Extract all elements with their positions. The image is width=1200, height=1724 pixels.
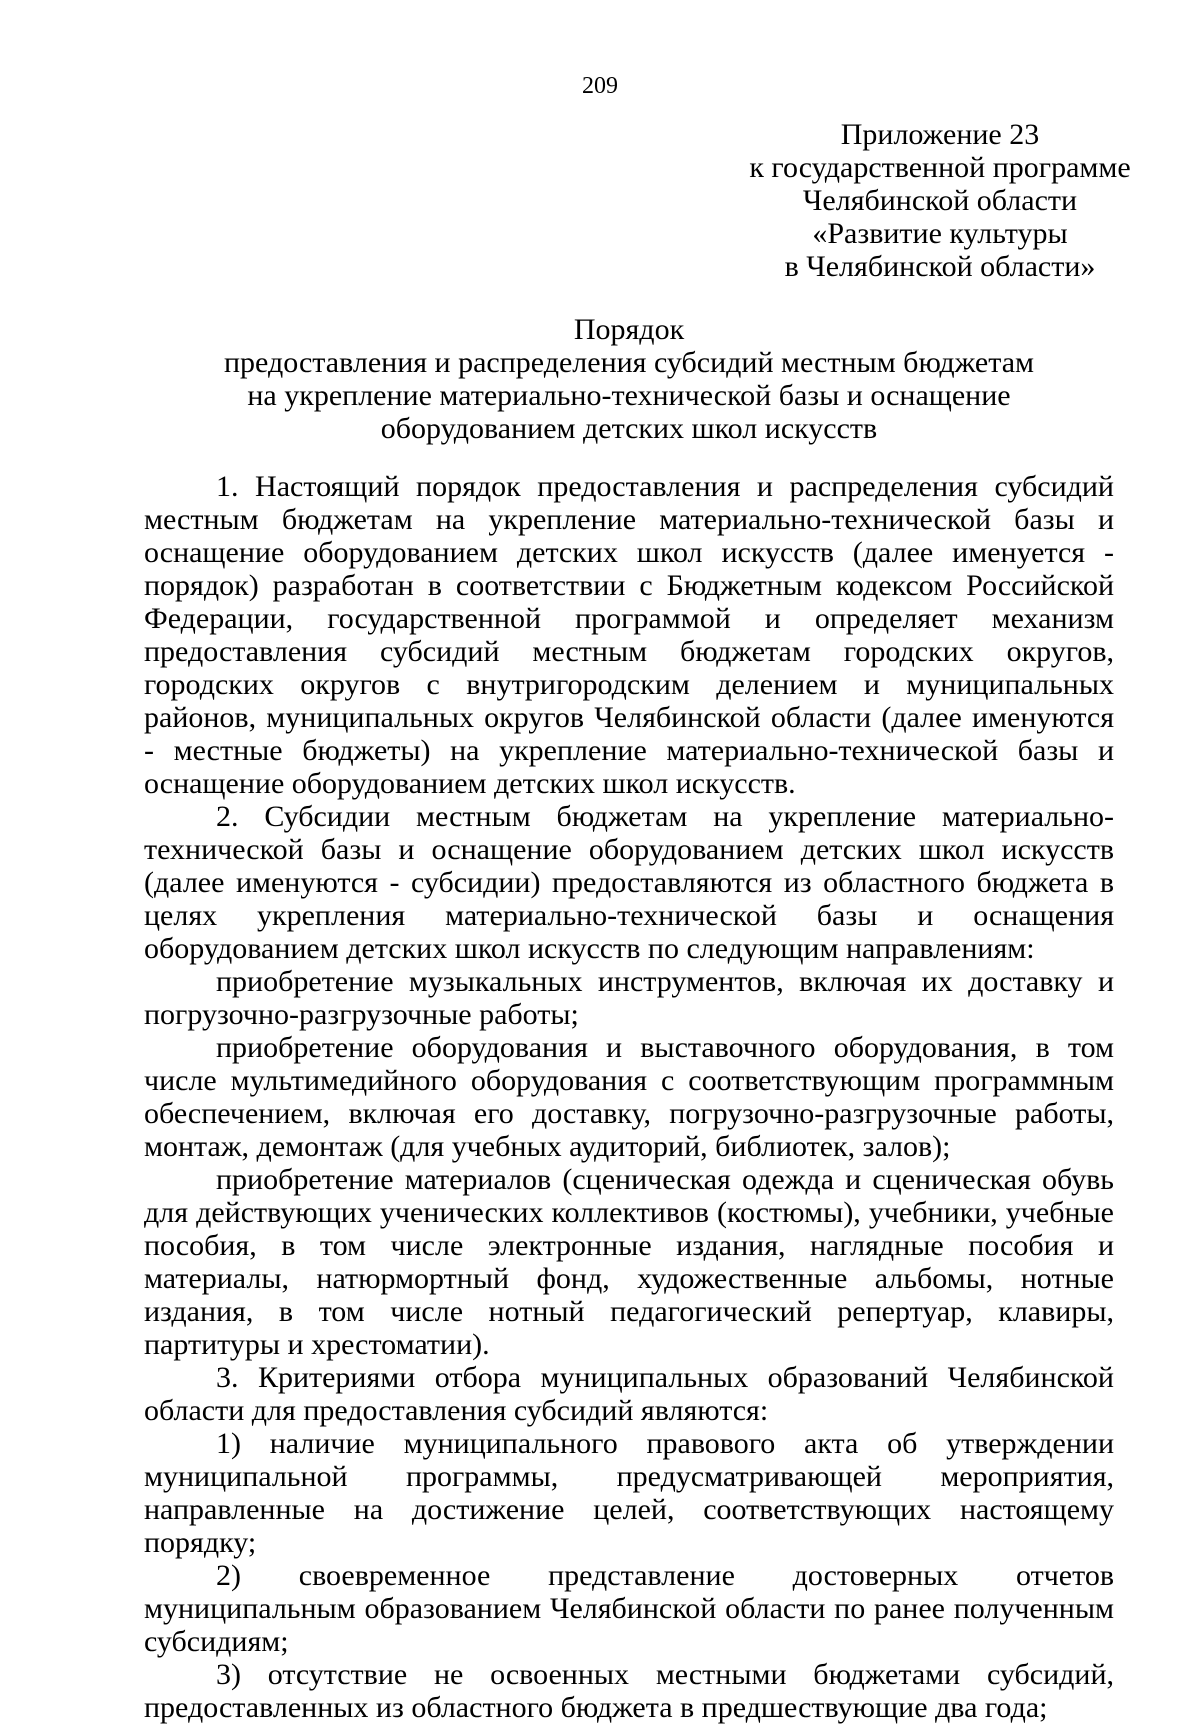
paragraph: приобретение оборудования и выставочного оборудования, в том числе мультимедийного оборудования с соответствующим программным обеспечением, включая его доставку, погрузочно-разгрузочные работы, монтаж, демонтаж (для учебных аудиторий, библиотек, залов); — [144, 1031, 1114, 1163]
title-line: на укрепление материально-технической базы и оснащение — [247, 379, 1011, 412]
appendix-line: к государственной программе — [749, 151, 1131, 184]
paragraph: 2) своевременное представление достоверных отчетов муниципальным образованием Челябинской области по ранее полученным субсидиям; — [144, 1559, 1114, 1658]
paragraph: приобретение музыкальных инструментов, включая их доставку и погрузочно-разгрузочные работы; — [144, 965, 1114, 1031]
paragraph: приобретение материалов (сценическая одежда и сценическая обувь для действующих ученических коллективов (костюмы), учебники, учебные пособия, в том числе электронные издания, наглядные пособия и материалы, натюрмортный фонд, художественные альбомы, нотные издания, в том числе нотный педагогический репертуар, клавиры, партитуры и хрестоматии). — [144, 1163, 1114, 1361]
appendix-line: «Развитие культуры — [812, 217, 1068, 250]
document-title — [144, 313, 1114, 445]
title-line: предоставления и распределения субсидий местным бюджетам — [223, 346, 1035, 379]
page-number: 209 — [582, 73, 618, 99]
paragraph: 1) наличие муниципального правового акта об утверждении муниципальной программы, предусматривающей мероприятия, направленные на достижение целей, соответствующих настоящему порядку; — [144, 1427, 1114, 1559]
paragraph: 2. Субсидии местным бюджетам на укрепление материально-технической базы и оснащение оборудованием детских школ искусств (далее именуются - субсидии) предоставляются из областного бюджета в целях укрепления материально-технической базы и оснащения оборудованием детских школ искусств по следующим направлениям: — [144, 800, 1114, 965]
paragraph: 3) отсутствие не освоенных местными бюджетами субсидий, предоставленных из областного бюджета в предшествующие два года; — [144, 1658, 1114, 1724]
appendix-line: в Челябинской области» — [784, 250, 1096, 283]
appendix-line: Челябинской области — [802, 184, 1078, 217]
appendix-line: Приложение 23 — [840, 118, 1040, 151]
title-line: оборудованием детских школ искусств — [380, 412, 878, 445]
paragraph: 1. Настоящий порядок предоставления и распределения субсидий местным бюджетам на укрепление материально-технической базы и оснащение оборудованием детских школ искусств (далее именуется - порядок) разработан в соответствии с Бюджетным кодексом Российской Федерации, государственной программой и определяет механизм предоставления субсидий местным бюджетам городских округов, городских округов с внутригородским делением и муниципальных районов, муниципальных округов Челябинской области (далее именуются - местные бюджеты) на укрепление материально-технической базы и оснащение оборудованием детских школ искусств. — [144, 470, 1114, 800]
document-body — [144, 470, 1114, 1724]
appendix-block — [740, 118, 1140, 283]
title-line: Порядок — [573, 313, 685, 346]
paragraph: 3. Критериями отбора муниципальных образований Челябинской области для предоставления субсидий являются: — [144, 1361, 1114, 1427]
